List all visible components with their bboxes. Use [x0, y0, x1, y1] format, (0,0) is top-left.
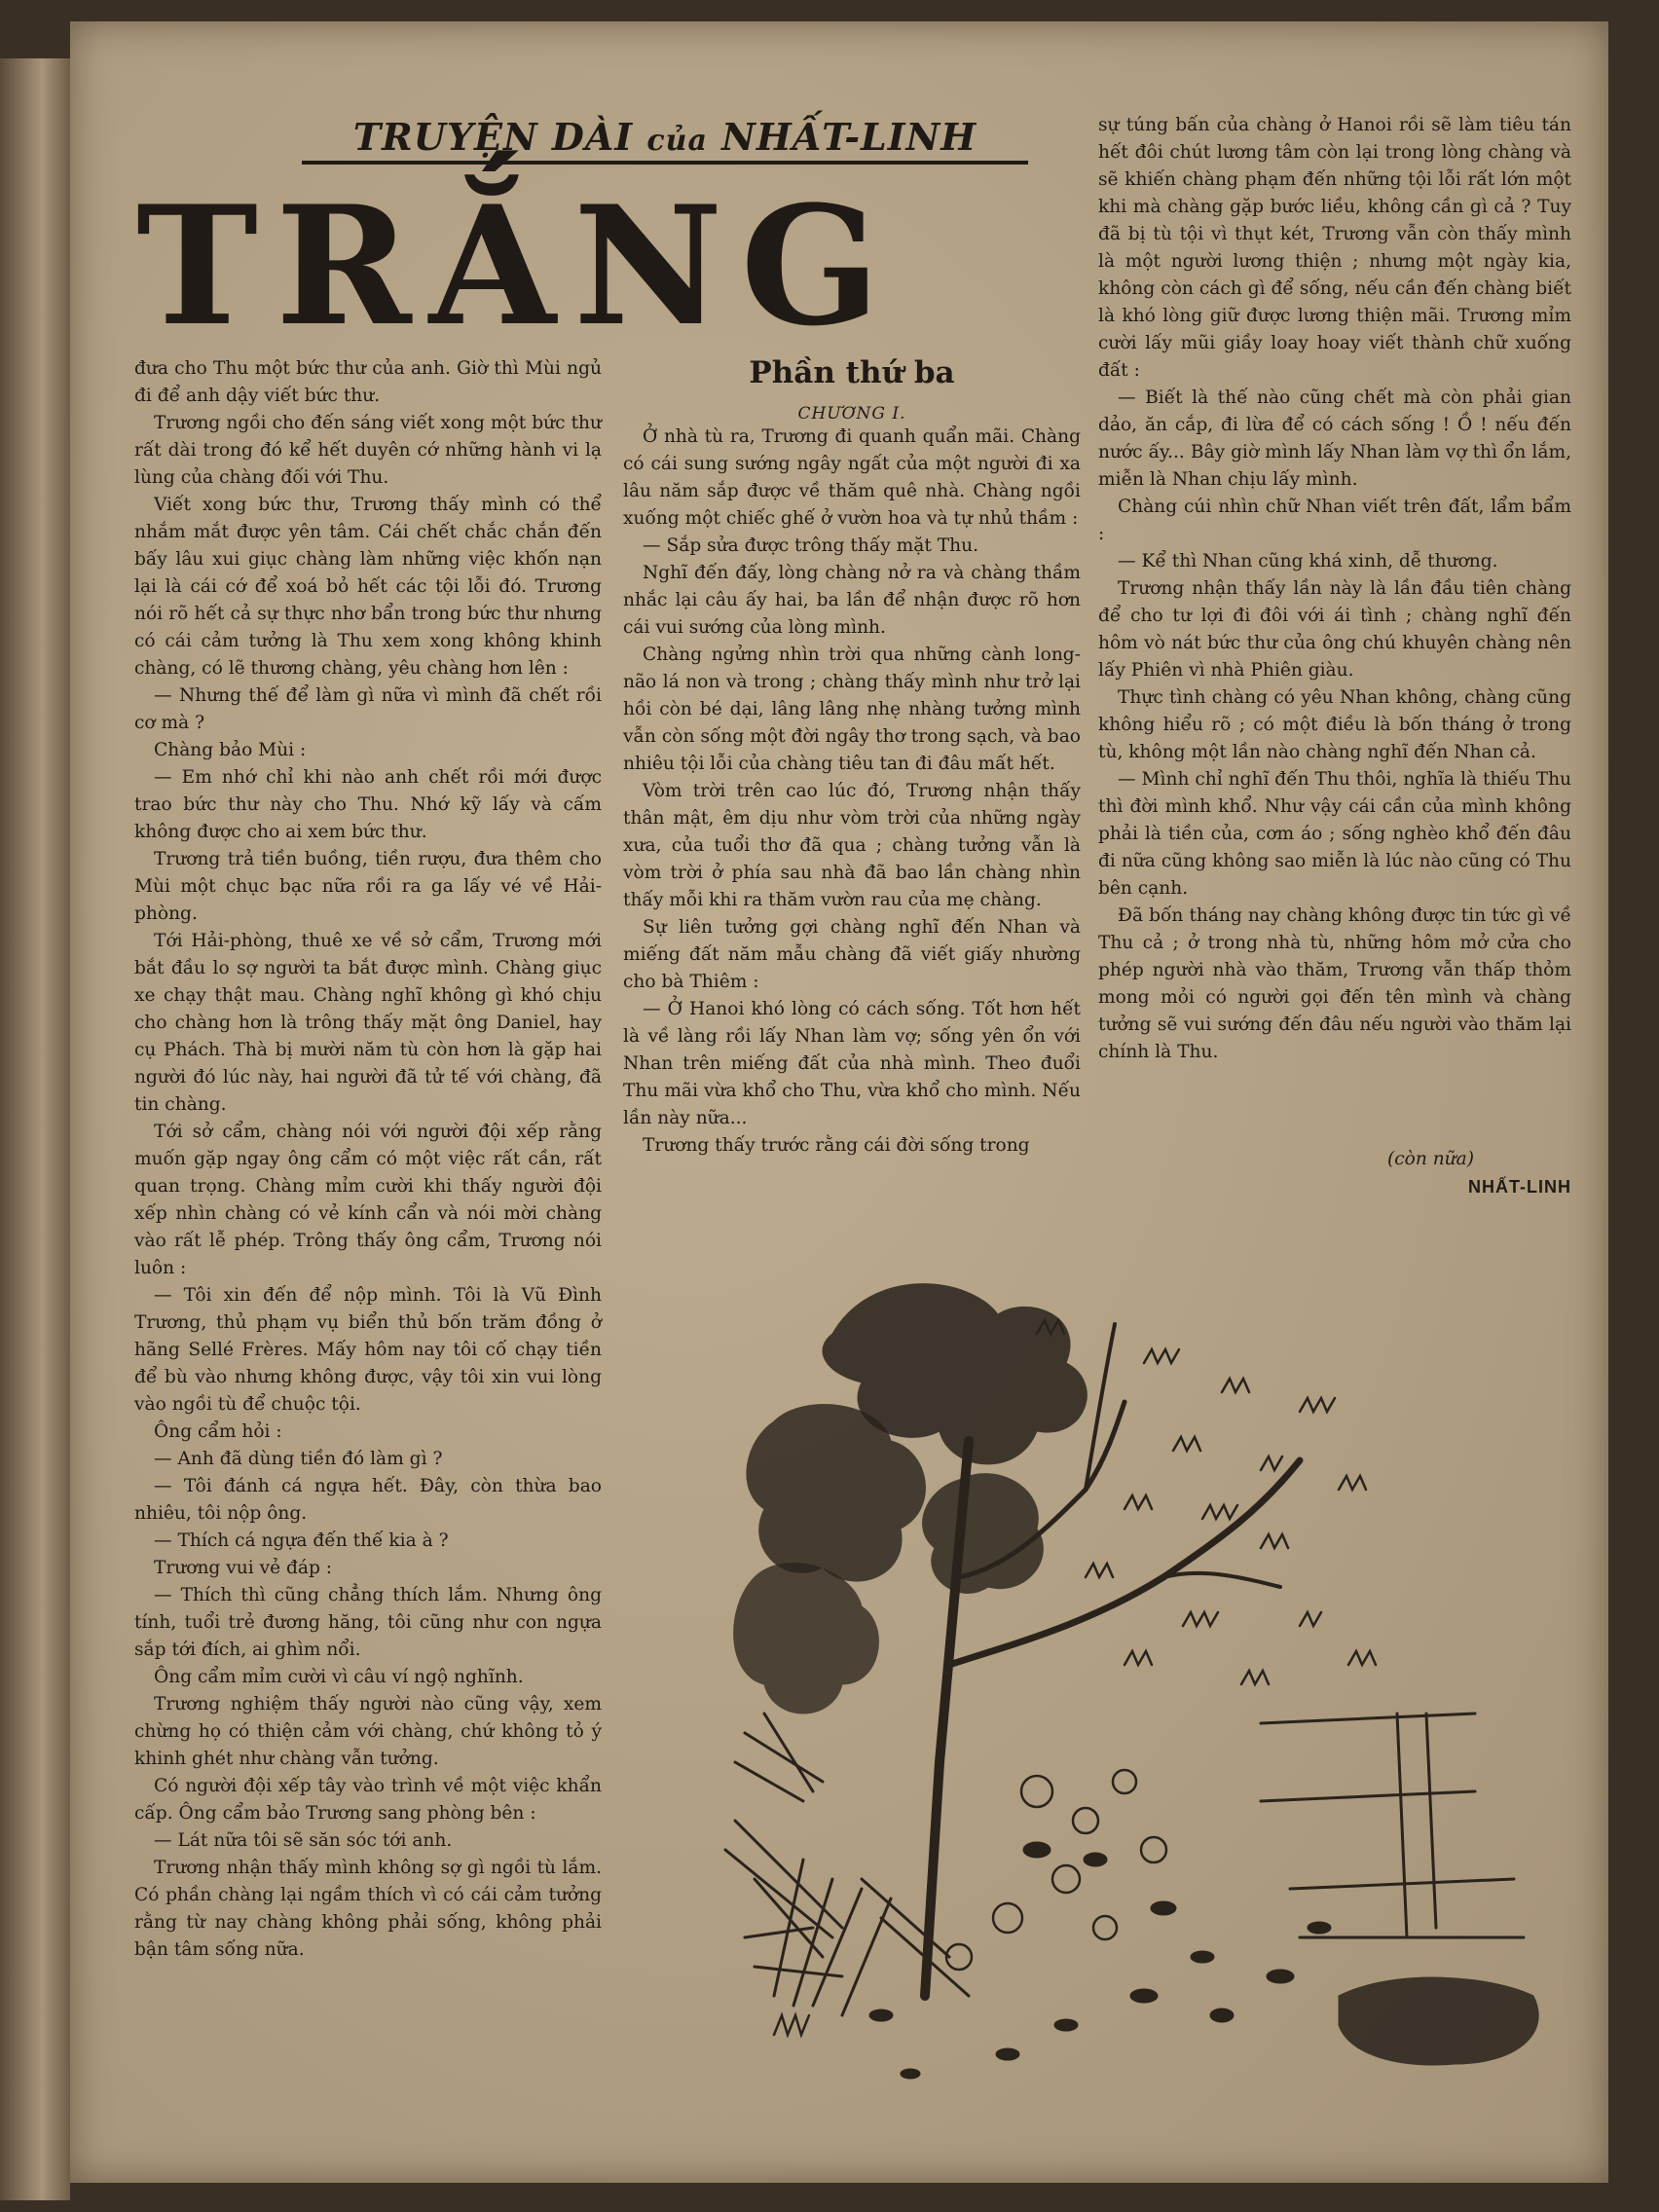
author-signature: NHẤT-LINH	[1468, 1177, 1571, 1197]
part-title: Phần thứ ba	[749, 355, 955, 390]
paragraph: Chàng ngửng nhìn trời qua những cành long-não lá non và trong ; chàng thấy mình như trở lại hồi còn bé dại, lâng lâng nhẹ nhàng tưởng mình vẫn còn sống một đời ngây thơ trong sạch, và bao nhiêu tội lỗi của chàng tiêu tan đi đâu mất hết.	[623, 645, 1081, 774]
paragraph: — Lát nữa tôi sẽ săn sóc tới anh.	[154, 1830, 453, 1851]
text-column-3	[1098, 112, 1571, 1066]
paragraph: — Nhưng thế để làm gì nữa vì mình đã chết rồi cơ mà ?	[134, 685, 602, 733]
paragraph: Nghĩ đến đấy, lòng chàng nở ra và chàng thầm nhắc lại câu ấy hai, ba lần để nhận được rõ hơn cái vui sướng của lòng mình.	[623, 563, 1081, 638]
paragraph: Trương thấy trước rằng cái đời sống trong	[643, 1135, 1030, 1156]
paragraph: sự túng bấn của chàng ở Hanoi rồi sẽ làm tiêu tán hết đôi chút lương tâm còn lại trong lòng chàng và sẽ khiến chàng phạm đến những tội lỗi rất lớn một khi mà chàng gặp bước liều, không cần gì cả ? Tuy đã bị tù tội vì thụt két, Trương vẫn còn thấy mình là một người lương thiện ; nhưng một ngày kia, không còn cách gì để sống, nếu cần đến chàng biết là khó lòng giữ được lương thiện mãi. Trương mỉm cười lấy mũi giầy loay hoay viết thành chữ xuống đất :	[1098, 115, 1571, 381]
paragraph: Có người đội xếp tây vào trình về một việc khẩn cấp. Ông cẩm bảo Trương sang phòng bên :	[134, 1776, 602, 1824]
continued-note: (còn nữa)	[1386, 1149, 1474, 1169]
paragraph: — Ở Hanoi khó lòng có cách sống. Tốt hơn hết là về làng rồi lấy Nhan làm vợ; sống yên ổn với Nhan trên miếng đất của nhà mình. Theo đuổi Thu mãi vừa khổ cho Thu, vừa khổ cho mình. Nếu lần này nữa...	[623, 999, 1081, 1128]
paragraph: — Sắp sửa được trông thấy mặt Thu.	[643, 535, 979, 556]
paragraph: Vòm trời trên cao lúc đó, Trương nhận thấy thân mật, êm dịu như vòm trời của những ngày xưa, của tuổi thơ đã qua ; chàng tưởng vẫn là vòm trời ở phía sau nhà đã bao lần chàng nhìn thấy mỗi khi ra thăm vườn rau của mẹ chàng.	[623, 781, 1081, 910]
paragraph: — Thích cá ngựa đến thế kia à ?	[154, 1530, 449, 1551]
paragraph: Chàng bảo Mùi :	[154, 740, 307, 760]
series-connector: của	[646, 124, 708, 158]
paragraph: đưa cho Thu một bức thư của anh. Giờ thì Mùi ngủ đi để anh dậy viết bức thư.	[134, 358, 602, 406]
paragraph: Trương nhận thấy lần này là lần đầu tiên chàng để cho tư lợi đi đôi với ái tình ; chàng nghĩ đến hôm vò nát bức thư của ông chú khuyên chàng nên lấy Phiên vì nhà Phiên giàu.	[1098, 578, 1571, 681]
paragraph: Thực tình chàng có yêu Nhan không, chàng cũng không hiểu rõ ; có một điều là bốn tháng ở trong tù, không một lần nào chàng nghĩ đến Nhan cả.	[1098, 687, 1571, 762]
text-column-2	[623, 424, 1081, 1160]
paragraph: Ông cẩm mỉm cười vì câu ví ngộ nghĩnh.	[154, 1667, 524, 1687]
book-gutter	[0, 58, 70, 2200]
series-author: NHẤT-LINH	[721, 115, 977, 159]
paragraph: Ông cẩm hỏi :	[154, 1421, 282, 1442]
ink-tree-illustration-icon	[716, 1256, 1572, 2113]
series-header	[302, 115, 1028, 165]
paragraph: — Thích thì cũng chẳng thích lắm. Nhưng ông tính, tuổi trẻ đương hăng, tôi cũng như con ngựa sắp tới đích, ai ghìm nổi.	[134, 1585, 602, 1660]
paragraph: Trương nhận thấy mình không sợ gì ngồi tù lắm. Có phần chàng lại ngầm thích vì có cái cảm tưởng rằng từ nay chàng không phải sống, không phải bận tâm sống nữa.	[134, 1858, 602, 1960]
paragraph: Trương vui vẻ đáp :	[154, 1558, 333, 1578]
paragraph: — Anh đã dùng tiền đó làm gì ?	[154, 1449, 443, 1469]
story-footer	[1098, 1149, 1571, 1200]
paragraph: Trương trả tiền buồng, tiền rượu, đưa thêm cho Mùi một chục bạc nữa rồi ra ga lấy vé về Hải-phòng.	[134, 849, 602, 924]
paragraph: Tới Hải-phòng, thuê xe về sở cẩm, Trương mới bắt đầu lo sợ người ta bắt được mình. Chàng giục xe chạy thật mau. Chàng nghĩ không gì khó chịu cho chàng hơn là trông thấy mặt ông Daniel, hay cụ Phách. Thà bị mười năm tù còn hơn là gặp hai người đó lúc này, hai người đã tử tế với chàng, đã tin chàng.	[134, 931, 602, 1115]
series-label: TRUYỆN DÀI	[352, 115, 634, 159]
paragraph: Trương ngồi cho đến sáng viết xong một bức thư rất dài trong đó kể hết duyên cớ những hành vi lạ lùng của chàng đối với Thu.	[134, 413, 602, 488]
story-title: TRẮNG	[136, 169, 899, 362]
paragraph: Chàng cúi nhìn chữ Nhan viết trên đất, lẩm bẩm :	[1098, 497, 1571, 544]
paragraph: Viết xong bức thư, Trương thấy mình có thể nhắm mắt được yên tâm. Cái chết chắc chắn đến bấy lâu xui giục chàng làm những việc khốn nạn lại là cái cớ để xoá bỏ hết các tội lỗi đó. Trương nói rõ hết cả sự thực nhơ bẩn trong bức thư nhưng có cái cảm tưởng là Thu xem xong không khinh chàng, có lẽ thương chàng, yêu chàng hơn lên :	[134, 495, 602, 679]
text-column-1	[134, 355, 602, 1964]
paragraph: Tới sở cẩm, chàng nói với người đội xếp rằng muốn gặp ngay ông cẩm có một việc rất cần, rất quan trọng. Chàng mỉm cười khi thấy người đội xếp nhìn chàng có vẻ kính cẩn và nói mời chàng vào rất lễ phép. Trông thấy ông cẩm, Trương nói luôn :	[134, 1122, 602, 1278]
paragraph: — Em nhớ chỉ khi nào anh chết rồi mới được trao bức thư này cho Thu. Nhớ kỹ lấy và cấm không được cho ai xem bức thư.	[134, 767, 602, 842]
paragraph: Ở nhà tù ra, Trương đi quanh quẩn mãi. Chàng có cái sung sướng ngây ngất của một người đi xa lâu năm sắp được về thăm quê nhà. Chàng ngồi xuống một chiếc ghế ở vườn hoa và tự nhủ thầm :	[623, 426, 1081, 529]
paragraph: — Mình chỉ nghĩ đến Thu thôi, nghĩa là thiếu Thu thì đời mình khổ. Như vậy cái cần của mình không phải là tiền của, cơm áo ; sống nghèo khổ đến đâu đi nữa cũng không sao miễn là lúc nào cũng có Thu bên cạnh.	[1098, 769, 1572, 899]
paragraph: — Tôi đánh cá ngựa hết. Đây, còn thừa bao nhiêu, tôi nộp ông.	[134, 1476, 602, 1524]
chapter-heading: CHƯƠNG I.	[797, 404, 906, 424]
paragraph: — Biết là thế nào cũng chết mà còn phải gian dảo, ăn cắp, đi lừa để có cách sống ! Ồ ! nếu đến nước ấy... Bây giờ mình lấy Nhan làm vợ thì ổn lắm, miễn là Nhan chịu lấy mình.	[1098, 387, 1571, 490]
paragraph: Trương nghiệm thấy người nào cũng vậy, xem chừng họ có thiện cảm với chàng, chứ không tỏ ý khinh ghét như chàng vẫn tưởng.	[134, 1694, 602, 1769]
paragraph: — Kể thì Nhan cũng khá xinh, dễ thương.	[1118, 551, 1498, 571]
paragraph: Đã bốn tháng nay chàng không được tin tức gì về Thu cả ; ở trong nhà tù, những hôm mở cửa cho phép người nhà vào thăm, Trương vẫn thấp thỏm mong mỏi có người gọi đến tên mình và chàng tưởng sẽ vui sướng đến đâu nếu người vào thăm lại chính là Thu.	[1098, 905, 1571, 1062]
paragraph: Sự liên tưởng gợi chàng nghĩ đến Nhan và miếng đất năm mẫu chàng đã viết giấy nhường cho bà Thiêm :	[623, 917, 1081, 992]
paragraph: — Tôi xin đến để nộp mình. Tôi là Vũ Đình Trương, thủ phạm vụ biển thủ bốn trăm đồng ở hãng Sellé Frères. Mấy hôm nay tôi cố chạy tiền để bù vào nhưng không được, vậy tôi xin vui lòng vào ngồi tù để chuộc tội.	[134, 1285, 602, 1415]
